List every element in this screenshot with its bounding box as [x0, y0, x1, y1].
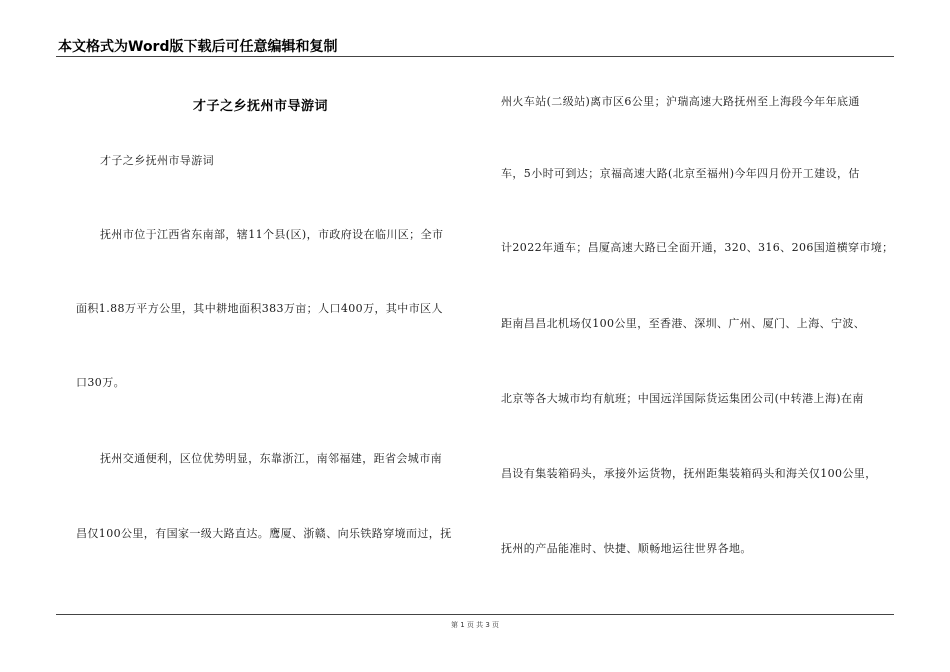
paragraph-line: 面积1.88万平方公里，其中耕地面积383万亩；人口400万，其中市区人 [76, 302, 443, 315]
paragraph-line: 昌设有集装箱码头，承接外运货物，抚州距集装箱码头和海关仅100公里， [501, 467, 877, 480]
header-rule [56, 56, 894, 57]
paragraph-line: 抚州市位于江西省东南部，辖11个县(区)，市政府设在临川区；全市 [100, 228, 444, 241]
page-number: 第 1 页 共 3 页 [450, 621, 500, 629]
paragraph-line: 抚州交通便利，区位优势明显，东靠浙江，南邻福建，距省会城市南 [100, 452, 442, 465]
paragraph-line: 昌仅100公里，有国家一级大路直达。鹰厦、浙赣、向乐铁路穿境而过，抚 [76, 527, 452, 540]
document-banner: 本文格式为Word版下载后可任意编辑和复制 [58, 39, 338, 55]
document-title: 才子之乡抚州市导游词 [193, 99, 329, 114]
paragraph-line: 北京等各大城市均有航班；中国远洋国际货运集团公司(中转港上海)在南 [501, 392, 864, 405]
subtitle-line: 才子之乡抚州市导游词 [100, 154, 214, 167]
paragraph-line: 车，5小时可到达；京福高速大路(北京至福州)今年四月份开工建设，估 [501, 167, 860, 180]
paragraph-line: 口30万。 [76, 376, 125, 389]
paragraph-line: 计2022年通车；昌厦高速大路已全面开通，320、316、206国道横穿市境； [501, 241, 894, 254]
paragraph-line: 抚州的产品能准时、快捷、顺畅地运往世界各地。 [501, 542, 752, 555]
footer-rule [56, 614, 894, 615]
paragraph-line: 距南昌昌北机场仅100公里，至香港、深圳、广州、厦门、上海、宁波、 [501, 317, 866, 330]
paragraph-line: 州火车站(二级站)离市区6公里；沪瑞高速大路抚州至上海段今年年底通 [501, 95, 860, 108]
